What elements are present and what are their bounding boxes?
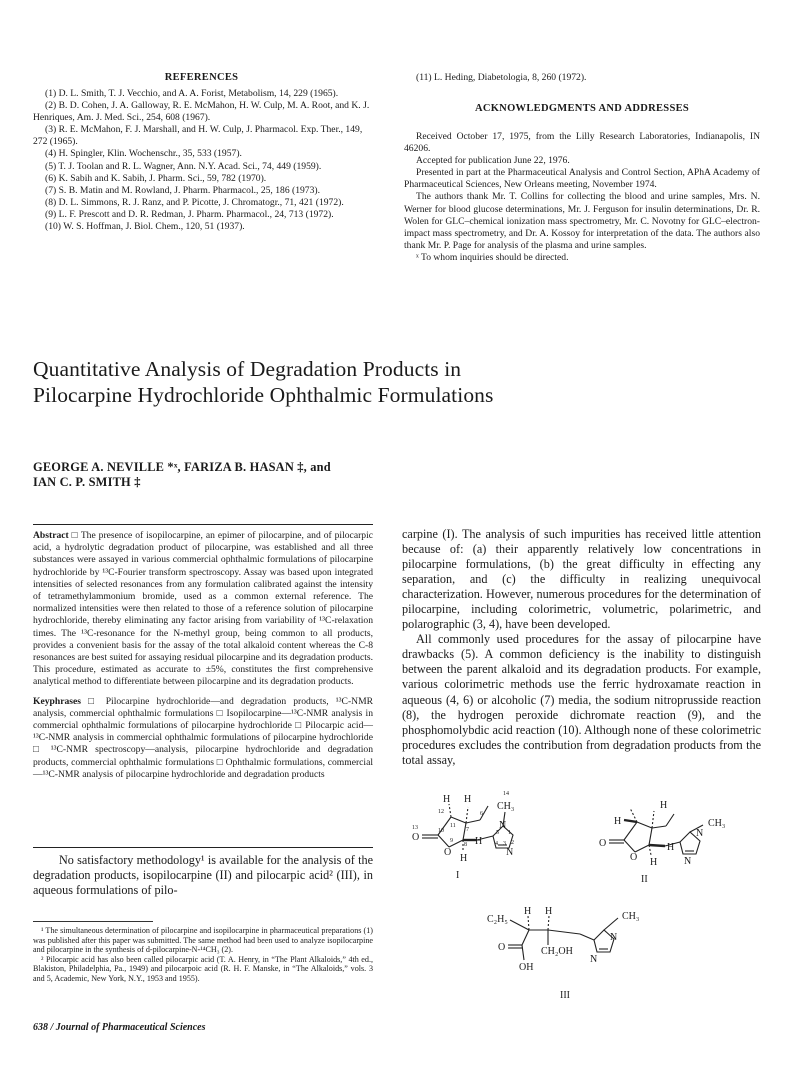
atom-number: 8 bbox=[464, 842, 467, 848]
atom-c2h5: C₂H₅ bbox=[487, 914, 508, 925]
structure-label-ii: II bbox=[641, 874, 648, 885]
atom-number: 10 bbox=[438, 828, 444, 834]
reference-item: (3) R. E. McMahon, F. J. Marshall, and H. W. Culp, J. Pharmacol. Exp. Ther., 149, 272 (1965). bbox=[33, 124, 363, 148]
footnote-rule bbox=[33, 921, 153, 922]
atom-number: 7 bbox=[466, 827, 469, 833]
atom-h: H bbox=[443, 794, 451, 805]
atom-n: N bbox=[684, 856, 692, 867]
atom-number: 3 bbox=[503, 841, 506, 847]
acknowledgments-heading: ACKNOWLEDGMENTS AND ADDRESSES bbox=[474, 103, 690, 114]
keyphrases-box-symbol: □ bbox=[88, 695, 99, 707]
authors-line-2: IAN C. P. SMITH ‡ bbox=[33, 474, 141, 489]
atom-ch2oh: CH₂OH bbox=[541, 946, 573, 957]
ack-presented: Presented in part at the Pharmaceutical Analysis and Control Section, APhA Academy of Pharmaceutical Sciences, New Orleans meeting, November 1974. bbox=[404, 167, 760, 191]
intro-paragraph: No satisfactory methodology¹ is available for the analysis of the degradation products, isopilocarpine (II) and pilocarpic acid² (III), in aqueous formulations of pilo- bbox=[33, 853, 373, 898]
body-paragraph-1: carpine (I). The analysis of such impurities has received little attention because of: (a) their apparently relatively low concentrations in pilocarpine formulations, (b) the great difficulty in effecting any separation, and (c) the difficulty in realizing unequivocal characterization. However, numerous procedures for the determination of pilocarpine, including colorimetric, volumetric, polarimetric, and polarographic (3, 4), have been developed. bbox=[402, 527, 761, 632]
reference-item-11 bbox=[404, 72, 760, 84]
atom-n: N bbox=[696, 828, 704, 839]
atom-ch3: CH₃ bbox=[497, 801, 515, 812]
reference-item: (8) D. L. Simmons, R. J. Ranz, and P. Picotte, J. Chromatogr., 71, 421 (1972). bbox=[45, 196, 344, 208]
keyphrases-paragraph bbox=[33, 696, 373, 781]
article-authors bbox=[33, 460, 433, 489]
reference-item: (6) K. Sabih and K. Sabih, J. Pharm. Sci., 59, 782 (1970). bbox=[45, 172, 267, 184]
reference-item: (7) S. B. Matin and M. Rowland, J. Pharm. Pharmacol., 25, 186 (1973). bbox=[45, 184, 320, 196]
atom-number: 2 bbox=[511, 840, 514, 846]
atom-h: H bbox=[475, 836, 483, 847]
ack-correspondence: ˣ To whom inquiries should be directed. bbox=[416, 251, 569, 263]
atom-h: H bbox=[667, 842, 675, 853]
reference-item: (10) W. S. Hoffman, J. Biol. Chem., 120, 51 (1937). bbox=[45, 221, 245, 233]
abstract-paragraph bbox=[33, 530, 373, 689]
atom-o: O bbox=[412, 832, 420, 843]
atom-h: H bbox=[524, 906, 532, 917]
article-title bbox=[33, 356, 763, 408]
ack-accepted: Accepted for publication June 22, 1976. bbox=[416, 155, 570, 167]
title-line-2: Pilocarpine Hydrochloride Ophthalmic Formulations bbox=[33, 383, 494, 407]
footnote-1: ¹ The simultaneous determination of pilocarpine and isopilocarpine in pharmaceutical preparations (1) was published after this paper was submitted. The same method had been used to analyze isopilocarpine and pilocarpine in the synthesis of d-pilocarpine-N-¹⁴CH₃ (2). bbox=[33, 926, 373, 955]
abstract-box-symbol: □ bbox=[71, 530, 79, 541]
structure-ii bbox=[609, 808, 703, 855]
atom-o: O bbox=[599, 838, 607, 849]
atom-h: H bbox=[464, 794, 472, 805]
chemical-structures-figure bbox=[400, 780, 765, 1025]
atom-number: 6 bbox=[480, 811, 483, 817]
abstract-box bbox=[33, 524, 373, 848]
atom-o: O bbox=[444, 847, 452, 858]
atom-ch3: CH₃ bbox=[622, 911, 640, 922]
references-list bbox=[33, 88, 370, 233]
atom-number: 4 bbox=[495, 841, 498, 847]
abstract-text: The presence of isopilocarpine, an epimer of pilocarpine, and of pilocarpic acid, a hydrolytic degradation product of pilocarpine, was established and all three substances were assayed in various commercial ophthalmic formulations of pilocarpine hydrochloride by ¹³C-Fourier transform spectroscopy. Assay was based upon integrated intensities of selected resonances from any formulation calibrated against the intensity of tetramethylammonium bromide, used as a common external reference. The normalized intensities were then related to those of a reference solution of pilocarpine hydrochloride, thereby eliminating any factor arising from variability of ¹³C-relaxation times. The ¹³C-resonance for the N-methyl group, being common to all products, provides a convenient basis for the assay of the total alkaloid content whereas the C-8 resonances are best suited for assaying residual pilocarpine and its degradation products. This procedure, estimated as accurate to ±5%, constitutes the first comprehensive analytical method to differentiate between pilocarpine and its degradation products. bbox=[33, 530, 373, 688]
title-line-1: Quantitative Analysis of Degradation Products in bbox=[33, 357, 462, 381]
atom-ch3: CH₃ bbox=[708, 818, 726, 829]
atom-n: N bbox=[499, 820, 507, 831]
atom-h: H bbox=[614, 816, 622, 827]
atom-h: H bbox=[460, 853, 468, 864]
structure-label-i: I bbox=[456, 870, 460, 881]
atom-number: 1 bbox=[508, 830, 511, 836]
right-column-body bbox=[402, 527, 761, 768]
abstract-label: Abstract bbox=[33, 530, 69, 541]
reference-item: (4) H. Spingler, Klin. Wochenschr., 35, 533 (1957). bbox=[45, 148, 242, 160]
atom-h: H bbox=[650, 857, 658, 868]
atom-number: 12 bbox=[438, 809, 444, 815]
atom-o: O bbox=[498, 942, 506, 953]
ack-received: Received October 17, 1975, from the Lilly Research Laboratories, Indianapolis, IN 46206. bbox=[404, 131, 760, 155]
body-paragraph-2: All commonly used procedures for the assay of pilocarpine have drawbacks (5). A common deficiency is the inability to distinguish between the parent alkaloid and its degradation products. For example, various colorimetric methods use the ferric hydroxamate reaction in aqueous (4, 6) or alcoholic (7) media, the sodium nitroprusside reaction (8), the hydrogen peroxide dichromate reaction (9), and the phosphomolybdic acid reaction (10). Although none of these colorimetric procedures excludes the contribution from degradation products from the total assay, bbox=[402, 632, 761, 767]
page-footer: 638 / Journal of Pharmaceutical Sciences bbox=[33, 1022, 206, 1033]
atom-n: N bbox=[590, 954, 598, 965]
atom-n: N bbox=[610, 932, 618, 943]
references-heading: REFERENCES bbox=[164, 72, 239, 83]
atom-o: O bbox=[630, 852, 638, 863]
atom-number: 5 bbox=[496, 830, 499, 836]
ack-thanks: The authors thank Mr. T. Collins for collecting the blood and urine samples, Mrs. N. Werner for blood glucose determinations, Mr. J. Ferguson for insulin determinations, Dr. R. Wolen for GLC–chemical ionization mass spectrometry, Mr. C. Novotny for GLC–electron-impact mass spectrometry, and Dr. A. Kossoy for interpretation of the data. The authors also thank Mr. P. Page for analysis of the plasma and urine samples. bbox=[404, 191, 760, 251]
reference-item: (5) T. J. Toolan and R. L. Wagner, Ann. N.Y. Acad. Sci., 74, 449 (1959). bbox=[45, 160, 322, 172]
reference-item: (11) L. Heding, Diabetologia, 8, 260 (1972). bbox=[416, 72, 587, 83]
atom-number: 14 bbox=[503, 791, 509, 797]
atom-number: 13 bbox=[412, 825, 418, 831]
acknowledgments-body bbox=[404, 131, 760, 264]
authors-line-1: GEORGE A. NEVILLE *ˣ, FARIZA B. HASAN ‡, and bbox=[33, 460, 331, 474]
reference-item: (9) L. F. Prescott and D. R. Redman, J. Pharm. Pharmacol., 24, 713 (1972). bbox=[45, 208, 334, 220]
footnote-2: ² Pilocarpic acid has also been called pilocarpic acid (T. A. Henry, in “The Plant Alkaloids,” 4th ed., Blakiston, Philadelphia, Pa., 1949) and pilocarpoic acid (R. H. F. Manske, in “The Alkaloids,” vols. 3 and 5, Academic, New York, N.Y., 1953 and 1955). bbox=[33, 954, 373, 983]
atom-number: 9 bbox=[450, 838, 453, 844]
atom-h: H bbox=[545, 906, 553, 917]
structure-label-iii: III bbox=[560, 990, 570, 1001]
atom-n: N bbox=[506, 847, 514, 858]
reference-item: (1) D. L. Smith, T. J. Vecchio, and A. A. Forist, Metabolism, 14, 229 (1965). bbox=[45, 88, 339, 99]
reference-item: (2) B. D. Cohen, J. A. Galloway, R. E. McMahon, H. W. Culp, M. A. Root, and K. J. Henriques, Am. J. Med. Sci., 254, 608 (1967). bbox=[33, 100, 370, 124]
footnotes bbox=[33, 926, 373, 984]
keyphrases-label: Keyphrases bbox=[33, 695, 81, 707]
atom-h: H bbox=[660, 800, 668, 811]
atom-oh: OH bbox=[519, 962, 534, 973]
keyphrases-text: Pilocarpine hydrochloride—and degradation products, ¹³C-NMR analysis, commercial ophthalmic formulations □ Isopilocarpine—¹³C-NMR analysis in commercial ophthalmic formulations of pilocarpine hydrochloride □ Pilocarpic acid—¹³C-NMR analysis in commercial ophthalmic formulations of pilocarpine hydrochloride □ ¹³C-NMR spectroscopy—analysis, pilocarpine hydrochloride and degradation products, commercial ophthalmic formulations □ Ophthalmic formulations, commercial—¹³C-NMR analysis of pilocarpine hydrochloride and degradation products bbox=[33, 695, 373, 780]
atom-number: 11 bbox=[450, 823, 456, 829]
